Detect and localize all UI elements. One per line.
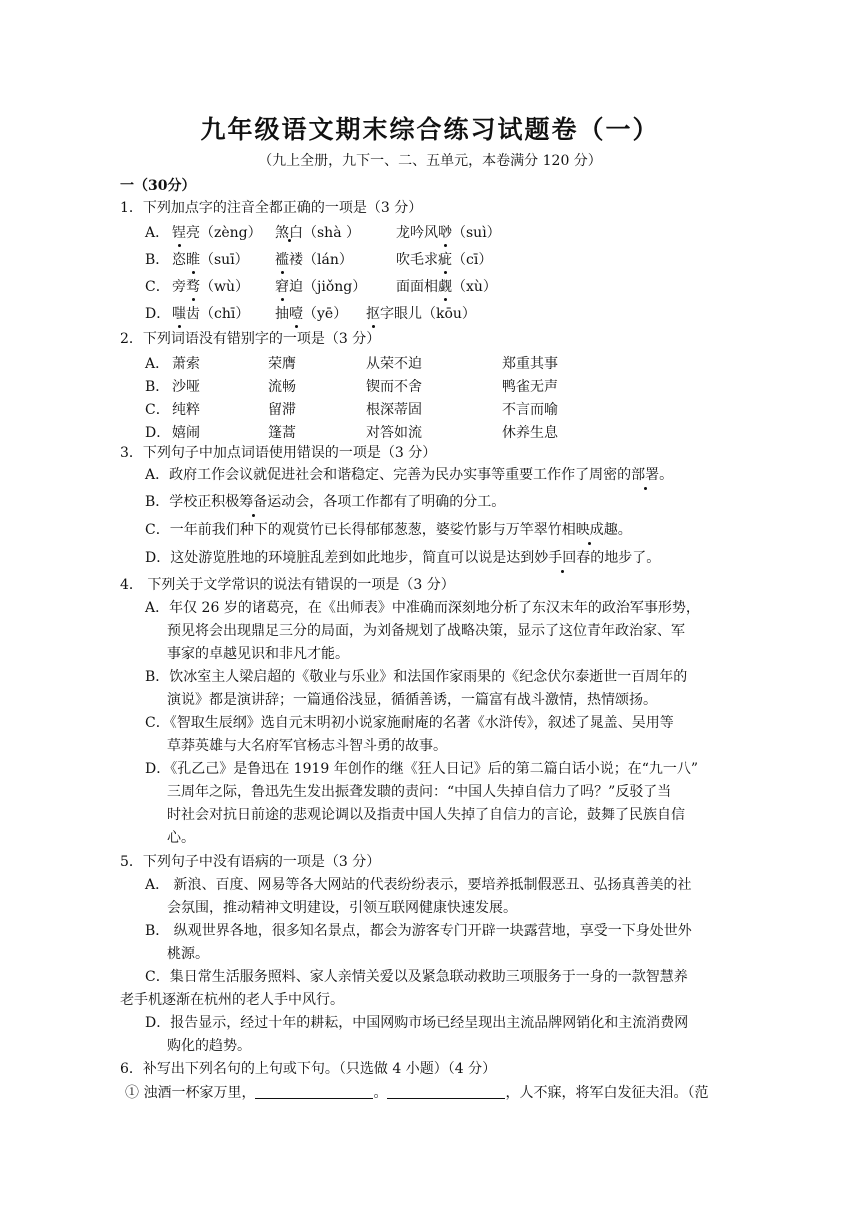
option-word: 抽噎（yē） bbox=[275, 303, 347, 323]
option-word: 留滞 bbox=[268, 402, 296, 418]
option-word: 荣膺 bbox=[268, 356, 296, 372]
dotted-char: 窘 bbox=[275, 276, 289, 296]
page-title: 九年级语文期末综合练习试题卷（一） bbox=[200, 115, 660, 144]
option-word: 褴褛（lán） bbox=[275, 249, 353, 269]
question-5-line: B． 纵观世界各地，很多知名景点，都会为游客专门开辟一块露营地，享受一下身处世外 bbox=[145, 923, 692, 939]
question-3-option-c: C．一年前我们种下的观赏竹已长得郁郁葱葱，婆娑竹影与万竿翠竹相映成趣。 bbox=[145, 522, 632, 538]
dotted-phrase: 筹备 bbox=[239, 494, 268, 510]
option-word: 锃亮（zèng） bbox=[172, 222, 262, 242]
option-word: 恣睢（suī） bbox=[172, 249, 249, 269]
question-5-line: 老手机逐渐在杭州的老人手中风行。 bbox=[120, 992, 344, 1008]
option-word: 篷蒿 bbox=[268, 425, 296, 441]
question-6-stem: 6．补写出下列名句的上句或下句。（只选做 4 小题）（4 分） bbox=[120, 1061, 497, 1077]
option-word: 锲而不舍 bbox=[366, 379, 422, 395]
option-word: 吹毛求疵（cī） bbox=[396, 249, 492, 269]
dotted-char: 噎 bbox=[289, 303, 303, 323]
dotted-char: 觑 bbox=[438, 276, 452, 296]
option-word: 窘迫（jiǒng） bbox=[275, 276, 366, 296]
option-word: 抠字眼儿（kōu） bbox=[366, 303, 476, 323]
option-word: 旁骛（wù） bbox=[172, 276, 249, 296]
option-word: 沙哑 bbox=[172, 379, 200, 395]
option-word: 鸭雀无声 bbox=[502, 379, 558, 395]
option-label: D． bbox=[145, 306, 171, 322]
question-3-option-b: B．学校正积极筹备运动会，各项工作都有了明确的分工。 bbox=[145, 494, 506, 510]
question-4-line: 心。 bbox=[167, 830, 195, 846]
option-word: 嗤齿（chī） bbox=[172, 303, 249, 323]
question-5-line: D．报告显示，经过十年的耕耘，中国网购市场已经呈现出主流品牌网销化和主流消费网 bbox=[145, 1015, 689, 1031]
option-word: 从荣不迫 bbox=[366, 356, 422, 372]
option-word: 嬉闹 bbox=[172, 425, 200, 441]
question-4-line: 时社会对抗日前途的悲观论调以及指责中国人失掉了自信力的言论，鼓舞了民族自信 bbox=[167, 807, 685, 823]
question-4-line: 草莽英雄与大名府军官杨志斗智斗勇的故事。 bbox=[167, 738, 447, 754]
dotted-char: 疵 bbox=[438, 249, 452, 269]
option-label: D． bbox=[145, 425, 171, 441]
page-subtitle: （九上全册，九下一、二、五单元，本卷满分 120 分） bbox=[258, 153, 602, 169]
option-word: 不言而喻 bbox=[502, 402, 558, 418]
question-5-line: 会氛围，推动精神文明建设，引领互联网健康快速发展。 bbox=[167, 900, 517, 916]
question-4-line: 演说》都是演讲辞；一篇通俗浅显，循循善诱，一篇富有战斗激情，热情颂扬。 bbox=[167, 692, 657, 708]
dotted-phrase: 妙手回春 bbox=[534, 550, 591, 566]
question-5-line: A． 新浪、百度、网易等各大网站的代表纷纷表示，要培养抵制假恶丑、弘扬真善美的社 bbox=[145, 877, 692, 893]
dotted-phrase: 部署 bbox=[631, 467, 660, 483]
option-word: 流畅 bbox=[268, 379, 296, 395]
question-2-stem: 2．下列词语没有错别字的一项是（3 分） bbox=[120, 331, 381, 347]
option-word: 对答如流 bbox=[366, 425, 422, 441]
option-label: C． bbox=[145, 402, 170, 418]
dotted-char: 嗤 bbox=[172, 303, 186, 323]
option-word: 面面相觑（xù） bbox=[396, 276, 497, 296]
question-3-stem: 3．下列句子中加点词语使用错误的一项是（3 分） bbox=[120, 445, 437, 461]
question-4-line: 事家的卓越见识和非凡才能。 bbox=[167, 646, 349, 662]
option-label: C． bbox=[145, 279, 170, 295]
dotted-char: 褴 bbox=[275, 249, 289, 269]
question-4-stem: 4． 下列关于文学常识的说法有错误的一项是（3 分） bbox=[120, 577, 455, 593]
answer-blank[interactable] bbox=[387, 1084, 505, 1099]
option-word: 纯粹 bbox=[172, 402, 200, 418]
option-word: 煞白（shà ） bbox=[275, 225, 360, 241]
dotted-char: 睢 bbox=[186, 249, 200, 269]
dotted-char: 抠 bbox=[366, 303, 380, 323]
section-heading: 一（30分） bbox=[120, 178, 196, 194]
dotted-char: 锃 bbox=[172, 222, 186, 242]
dotted-phrase: 相映成趣 bbox=[561, 522, 618, 538]
option-label: A． bbox=[145, 356, 170, 372]
question-5-stem: 5．下列句子中没有语病的一项是（3 分） bbox=[120, 854, 381, 870]
question-5-line: 购化的趋势。 bbox=[167, 1038, 251, 1054]
option-word: 休养生息 bbox=[502, 425, 558, 441]
question-4-line: 预见将会出现鼎足三分的局面，为刘备规划了战略决策，显示了这位青年政治家、军 bbox=[167, 623, 685, 639]
question-5-line: C．集日常生活服务照料、家人亲情关爱以及紧急联动救助三项服务于一身的一款智慧养 bbox=[145, 969, 688, 985]
question-4-line: C．《智取生辰纲》选自元末明初小说家施耐庵的名著《水浒传》，叙述了晁盖、吴用等 bbox=[145, 715, 674, 731]
question-4-line: 三周年之际，鲁迅先生发出振聋发聩的责问：“中国人失掉自信力了吗？”反驳了当 bbox=[167, 784, 672, 800]
question-4-line: B．饮冰室主人梁启超的《敬业与乐业》和法国作家雨果的《纪念伏尔泰逝世一百周年的 bbox=[145, 669, 688, 685]
question-3-option-d: D．这处游览胜地的环境脏乱差到如此地步，简直可以说是达到妙手回春的地步了。 bbox=[145, 550, 661, 566]
option-label: B． bbox=[145, 379, 170, 395]
option-word: 萧索 bbox=[172, 356, 200, 372]
option-label: B． bbox=[145, 252, 170, 268]
option-word: 根深蒂固 bbox=[366, 402, 422, 418]
question-1-stem: 1．下列加点字的注音全都正确的一项是（3 分） bbox=[120, 200, 423, 216]
question-6-item-1: ① 浊酒一杯家万里， 。 ，人不寐，将军白发征夫泪。（范 bbox=[125, 1085, 709, 1101]
dotted-char: 唦 bbox=[438, 222, 452, 242]
answer-blank[interactable] bbox=[255, 1084, 373, 1099]
option-word: 郑重其事 bbox=[502, 356, 558, 372]
option-word: 龙吟风唦（suì） bbox=[396, 222, 501, 242]
option-label: A． bbox=[145, 225, 170, 241]
question-4-line: D．《孔乙己》是鲁迅在 1919 年创作的继《狂人日记》后的第二篇白话小说；在“九一八” bbox=[145, 761, 699, 777]
question-3-option-a: A．政府工作会议就促进社会和谐稳定、完善为民办实事等重要工作作了周密的部署。 bbox=[145, 467, 674, 483]
dotted-char: 骛 bbox=[186, 276, 200, 296]
question-5-line: 桃源。 bbox=[167, 946, 209, 962]
question-4-line: A．年仅 26 岁的诸葛亮，在《出师表》中准确而深刻地分析了东汉末年的政治军事形势， bbox=[145, 600, 700, 616]
